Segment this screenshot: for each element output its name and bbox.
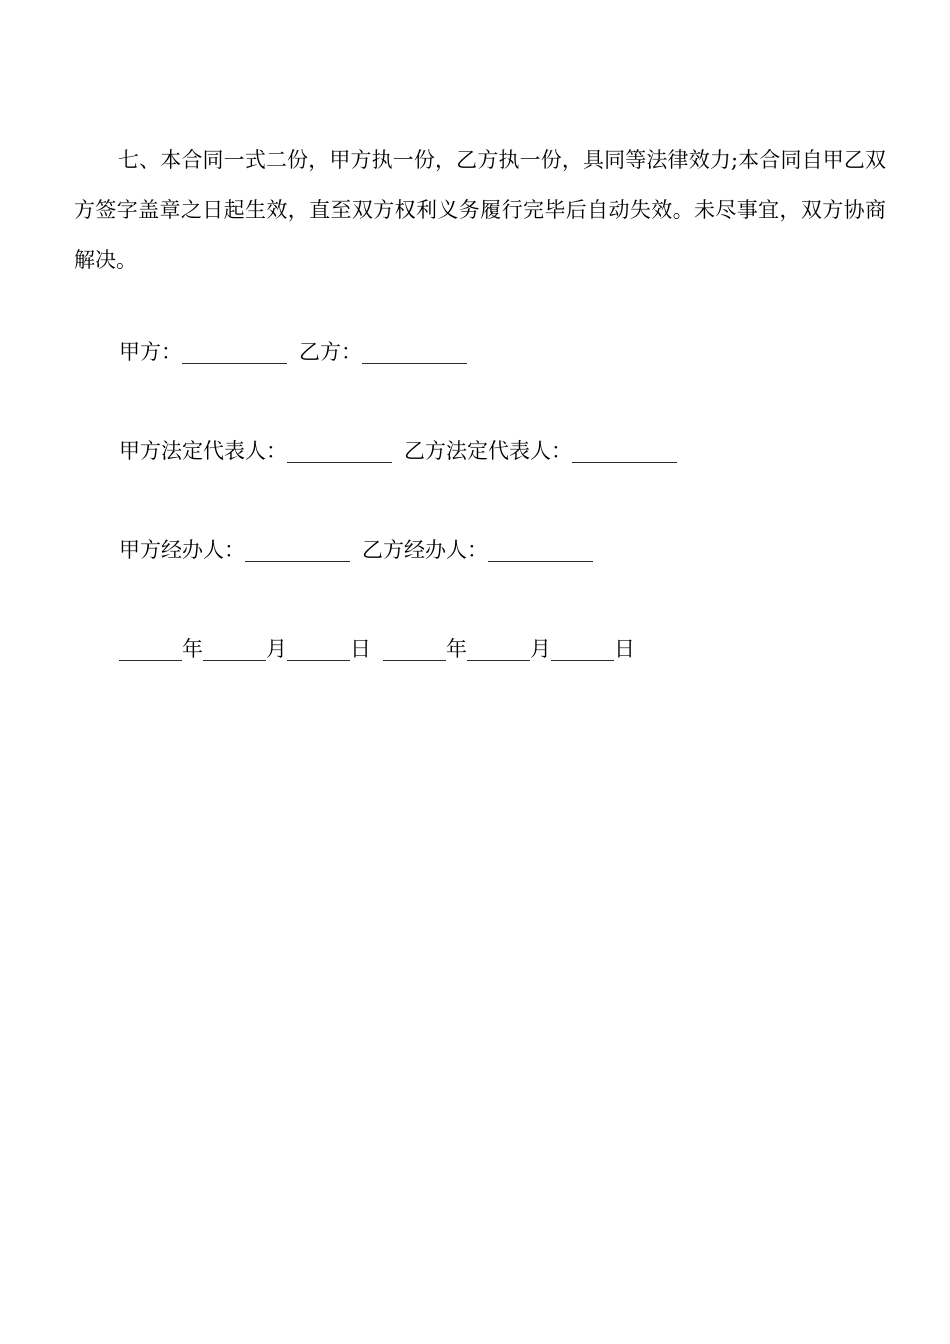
party-a-signature-field: 甲方：__________ <box>119 340 287 364</box>
party-b-signature-field: 乙方：__________ <box>299 340 467 364</box>
agent-row <box>119 535 593 565</box>
party-b-representative-field: 乙方法定代表人：__________ <box>404 439 677 463</box>
party-b-date-field: ______年______月______日 <box>383 637 635 661</box>
party-a-date-field: ______年______月______日 <box>119 637 371 661</box>
clause-seven-paragraph: 七、本合同一式二份，甲方执一份，乙方执一份，具同等法律效力;本合同自甲乙双方签字盖章之日起生效，直至双方权利义务履行完毕后自动失效。未尽事宜，双方协商解决。 <box>74 148 886 272</box>
party-signature-row <box>119 337 467 367</box>
party-b-agent-field: 乙方经办人：__________ <box>362 538 593 562</box>
date-row <box>119 634 635 664</box>
party-a-agent-field: 甲方经办人：__________ <box>119 538 350 562</box>
party-a-representative-field: 甲方法定代表人：__________ <box>119 439 392 463</box>
legal-representative-row <box>119 436 677 466</box>
